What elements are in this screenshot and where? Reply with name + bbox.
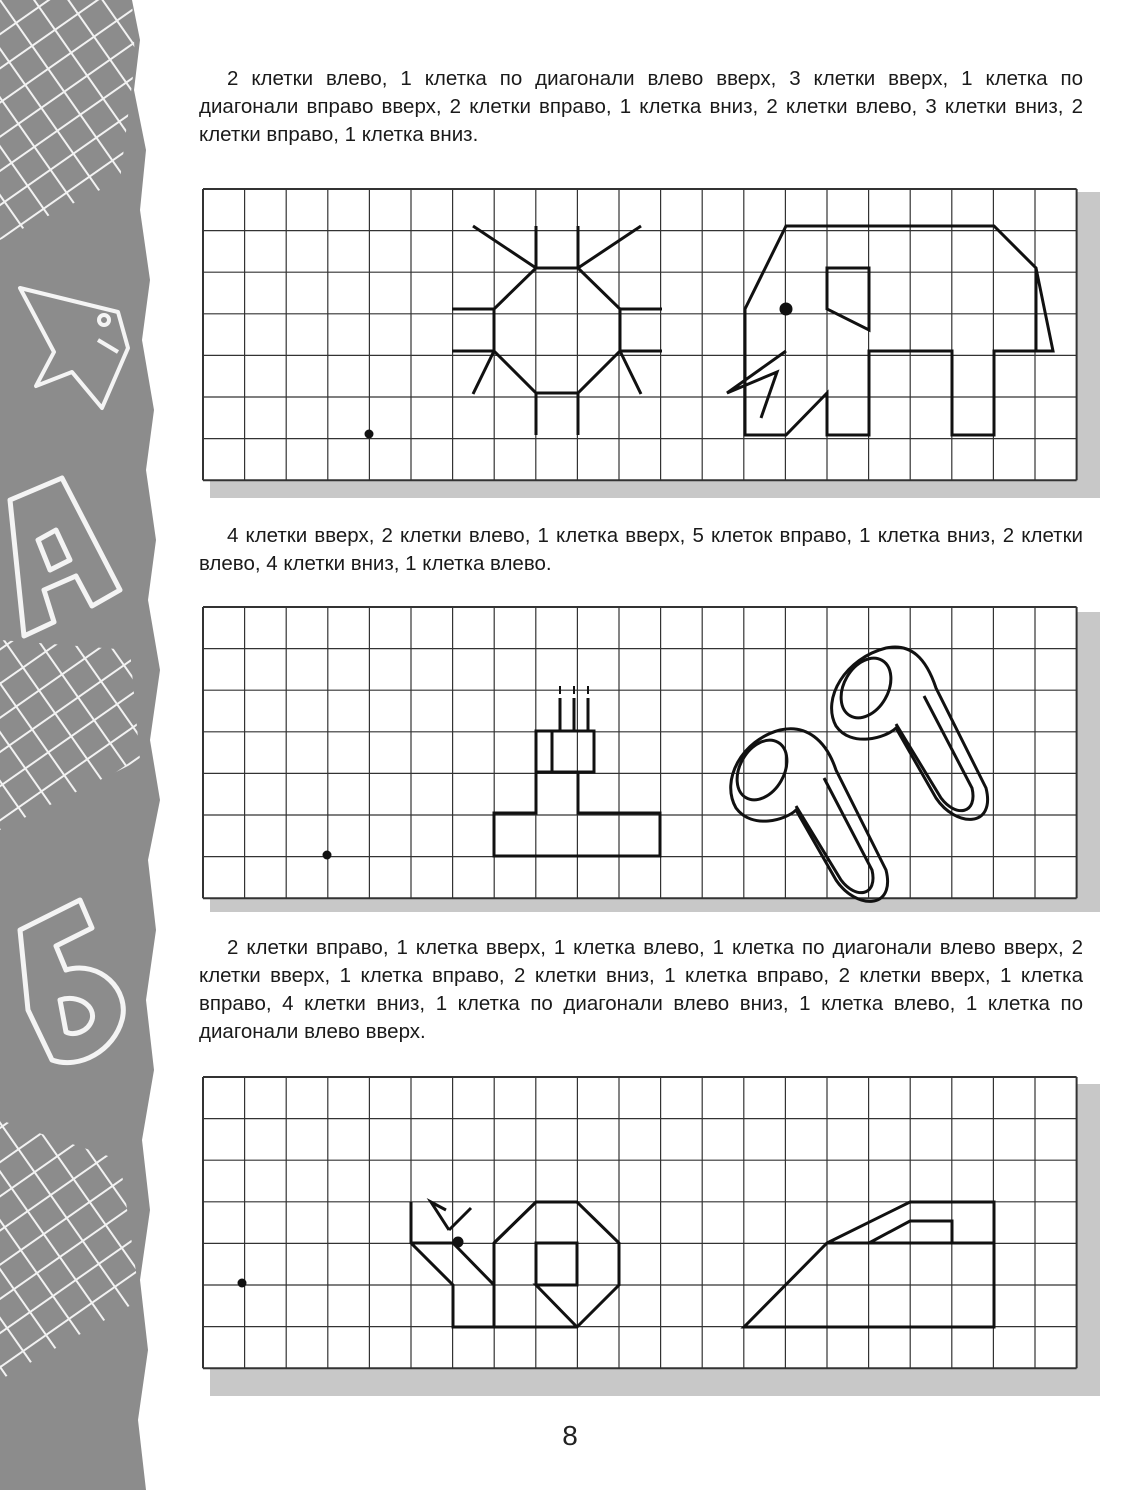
task-instruction-2: 4 клетки вверх, 2 клетки влево, 1 клетка вверх, 5 клеток вправо, 1 клетка вниз, 2 клетки влево, 4 клетки вниз, 1 клетка влево.	[199, 524, 1083, 575]
start-dot	[323, 851, 332, 860]
task-instruction-3: 2 клетки вправо, 1 клетка вверх, 1 клетка влево, 1 клетка по диагонали влево вверх, 2 клетки вверх, 1 клетка вправо, 2 клетки вниз, 1 клетка вправо, 2 клетки вверх, 1 клетка вправо, 4 клетки вниз, 1 клетка по диагонали влево вниз, 1 клетка влево, 1 клетка по диагонали влево вверх.	[199, 936, 1083, 1043]
task-instruction-1: 2 клетки влево, 1 клетка по диагонали влево вверх, 3 клетки вверх, 1 клетка по диагонали вправо вверх, 2 клетки вправо, 1 клетка вниз, 2 клетки влево, 3 клетки вниз, 2 клетки вправо, 1 клетка вниз.	[199, 67, 1083, 146]
grid-background	[203, 189, 1077, 480]
drawing-grid-3	[196, 1070, 1100, 1396]
drawing-grid-2	[196, 598, 1100, 912]
grid-lines	[203, 1077, 1077, 1368]
grid-background	[203, 1077, 1077, 1368]
decorative-side-strip	[0, 0, 170, 1490]
start-dot	[238, 1279, 247, 1288]
page-number: 8	[562, 1420, 578, 1451]
grid-lines	[203, 189, 1077, 480]
drawing-grid-1	[196, 178, 1100, 498]
start-dot	[365, 430, 374, 439]
